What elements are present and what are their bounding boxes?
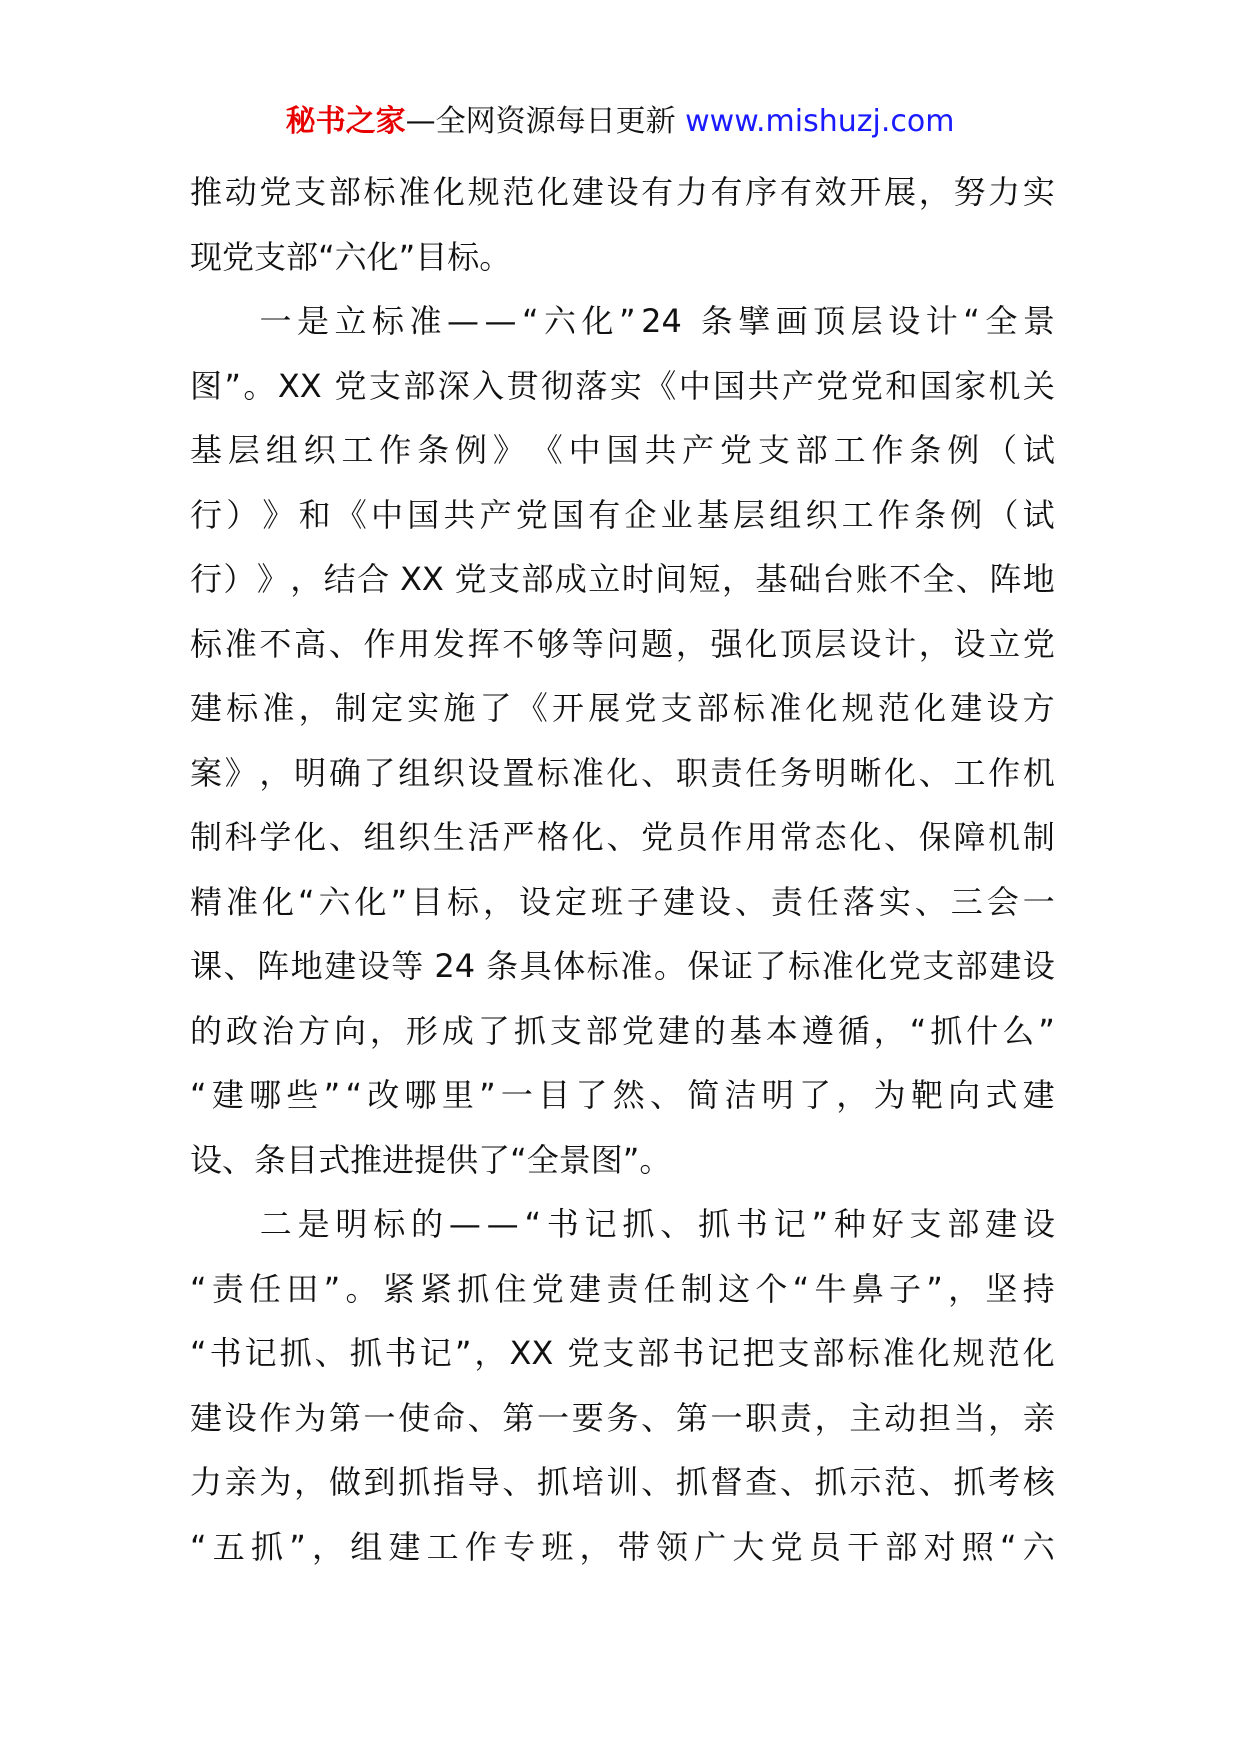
text-line: 二 是 明 标 的 — — “ 书 记 抓 、 抓 书 记 ” 种 好 支 部 建 设 bbox=[259, 1205, 1055, 1243]
text-line: 图 ” 。 XX 党 支 部 深 入 贯 彻 落 实 《 中 国 共 产 党 党 和 国 家 机 关 bbox=[190, 366, 1055, 405]
brand-name: 秘书之家 bbox=[285, 104, 406, 139]
text-line: 建 设 作 为 第 一 使 命 、 第 一 要 务 、 第 一 职 责 ， 主 动 担 当 ， 亲 bbox=[190, 1398, 1055, 1437]
text-line: “ 责 任 田 ” 。 紧 紧 抓 住 党 建 责 任 制 这 个 “ 牛 鼻 子 ” ， 坚 持 bbox=[190, 1269, 1055, 1308]
text-line: 建 标 准 ， 制 定 实 施 了 《 开 展 党 支 部 标 准 化 规 范 化 建 设 方 bbox=[190, 689, 1055, 727]
text-line: 现 党 支 部 “ 六 化 ” 目 标 。 bbox=[190, 237, 512, 276]
text-line: “ 书 记 抓 、 抓 书 记 ” ， XX 党 支 部 书 记 把 支 部 标 准 化 规 范 化 bbox=[190, 1334, 1055, 1372]
text-line: 精 准 化 “ 六 化 ” 目 标 ， 设 定 班 子 建 设 、 责 任 落 实 、 三 会 一 bbox=[190, 882, 1055, 921]
text-line: “ 五 抓 ” ， 组 建 工 作 专 班 ， 带 领 广 大 党 员 干 部 对 照 “ 六 bbox=[190, 1527, 1055, 1566]
text-line: 力 亲 为 ， 做 到 抓 指 导 、 抓 培 训 、 抓 督 查 、 抓 示 范 、 抓 考 核 bbox=[190, 1463, 1055, 1501]
text-line: 制 科 学 化 、 组 织 生 活 严 格 化 、 党 员 作 用 常 态 化 、 保 障 机 制 bbox=[190, 818, 1055, 856]
text-line: 基 层 组 织 工 作 条 例 》 《 中 国 共 产 党 支 部 工 作 条 例 （ 试 bbox=[190, 431, 1055, 469]
text-line: 标 准 不 高 、 作 用 发 挥 不 够 等 问 题 ， 强 化 顶 层 设 计 ， 设 立 党 bbox=[190, 624, 1055, 663]
document-body bbox=[190, 160, 1055, 1579]
text-line: 课 、 阵 地 建 设 等 24 条 具 体 标 准 。 保 证 了 标 准 化 党 支 部 建 设 bbox=[190, 947, 1055, 985]
header-tagline: —全网资源每日更新 bbox=[405, 104, 686, 139]
text-line: 推 动 党 支 部 标 准 化 规 范 化 建 设 有 力 有 序 有 效 开 展 ， 努 力 实 bbox=[190, 173, 1055, 211]
text-line: 一 是 立 标 准 — — “ 六 化 ” 24 条 擘 画 顶 层 设 计 “ 全 景 bbox=[259, 302, 1055, 340]
text-line: 行 ） 》 ， 结 合 XX 党 支 部 成 立 时 间 短 ， 基 础 台 账 不 全 、 阵 地 bbox=[190, 560, 1055, 598]
page-header bbox=[0, 100, 1240, 144]
text-line: 的 政 治 方 向 ， 形 成 了 抓 支 部 党 建 的 基 本 遵 循 ， “ 抓 什 么 ” bbox=[190, 1011, 1055, 1050]
text-line: 设 、 条 目 式 推 进 提 供 了 “ 全 景 图 ” 。 bbox=[190, 1140, 672, 1179]
text-line: 行 ） 》 和 《 中 国 共 产 党 国 有 企 业 基 层 组 织 工 作 条 例 （ 试 bbox=[190, 495, 1055, 534]
text-line: “ 建 哪 些 ” “ 改 哪 里 ” 一 目 了 然 、 简 洁 明 了 ， 为 靶 向 式 建 bbox=[190, 1076, 1055, 1114]
text-line: 案 》 ， 明 确 了 组 织 设 置 标 准 化 、 职 责 任 务 明 晰 化 、 工 作 机 bbox=[190, 753, 1055, 792]
site-url-link[interactable]: www.mishuzj.com bbox=[685, 104, 955, 139]
